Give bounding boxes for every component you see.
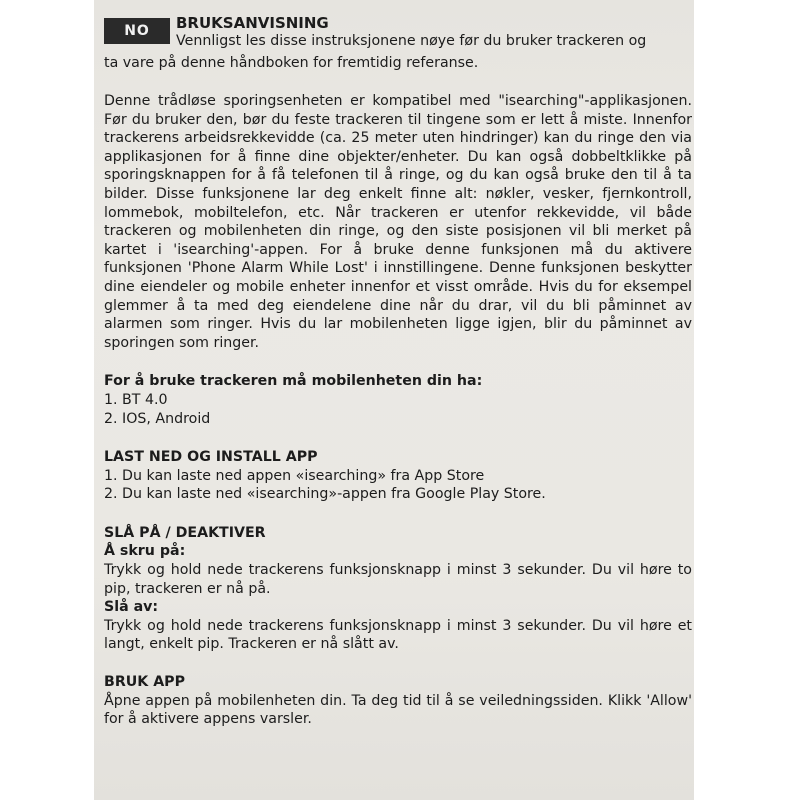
manual-title: BRUKSANVISNING (176, 14, 329, 32)
requirement-item: 1. BT 4.0 (104, 391, 168, 408)
power-on-heading: Å skru på: (104, 543, 186, 560)
header-text (176, 14, 696, 51)
requirement-item: 2. IOS, Android (104, 410, 211, 427)
description-paragraph: Denne trådløse sporingsenheten er kompatibel med "isearching"-applikasjonen. Før du bruker den, bør du feste trackeren til tingene som er lett å miste. Innenfor trackerens arbeidsrekkevidde (ca. 25 meter uten hindringer) kan du ringe den via applikasjonen for å finne dine objekter/enheter. Du kan også dobbeltklikke på sporingsknappen for å få telefonen til å ringe, og du kan også bruke den til å ta bilder. Disse funksjonene lar deg enkelt finne alt: nøkler, vesker, fjernkontroll, lommebok, mobiltelefon, etc. Når trackeren er utenfor rekkevidde, vil både trackeren og mobilenheten din ringe, og den siste posisjonen vil bli merket på kartet i 'isearching'-appen. For å bruke denne funksjonen må du aktivere funksjonen 'Phone Alarm While Lost' i innstillingene. Denne funksjonen beskytter dine eiendeler og mobile enheter innenfor et visst område. Hvis du for eksempel glemmer å ta med deg eiendelene dine når du drar, vil du bli påminnet av alarmen som ringer. Hvis du lar mobilenheten ligge igjen, blir du påminnet av sporingen som ringer. (104, 93, 692, 351)
manual-page (94, 0, 694, 800)
download-item: 1. Du kan laste ned appen «isearching» fra App Store (104, 467, 485, 484)
download-heading: LAST NED OG INSTALL APP (104, 449, 318, 466)
use-app-text: Åpne appen på mobilenheten din. Ta deg tid til å se veiledningssiden. Klikk 'Allow' for å aktivere appens varsler. (104, 692, 692, 728)
power-off-heading: Slå av: (104, 599, 159, 616)
language-badge: NO (104, 18, 170, 44)
intro-line-2: ta vare på denne håndboken for fremtidig referanse. (104, 55, 479, 71)
requirements-heading: For å bruke trackeren må mobilenheten din ha: (104, 373, 483, 390)
manual-body (104, 92, 692, 729)
use-app-heading: BRUK APP (104, 674, 185, 691)
download-item: 2. Du kan laste ned «isearching»-appen fra Google Play Store. (104, 486, 546, 503)
power-heading: SLÅ PÅ / DEAKTIVER (104, 524, 266, 541)
power-off-text: Trykk og hold nede trackerens funksjonsknapp i minst 3 sekunder. Du vil høre et langt, enkelt pip. Trackeren er nå slått av. (104, 617, 692, 653)
power-on-text: Trykk og hold nede trackerens funksjonsknapp i minst 3 sekunder. Du vil høre to pip, trackeren er nå på. (104, 562, 692, 597)
intro-line-1: Vennligst les disse instruksjonene nøye før du bruker trackeren og (176, 33, 647, 49)
